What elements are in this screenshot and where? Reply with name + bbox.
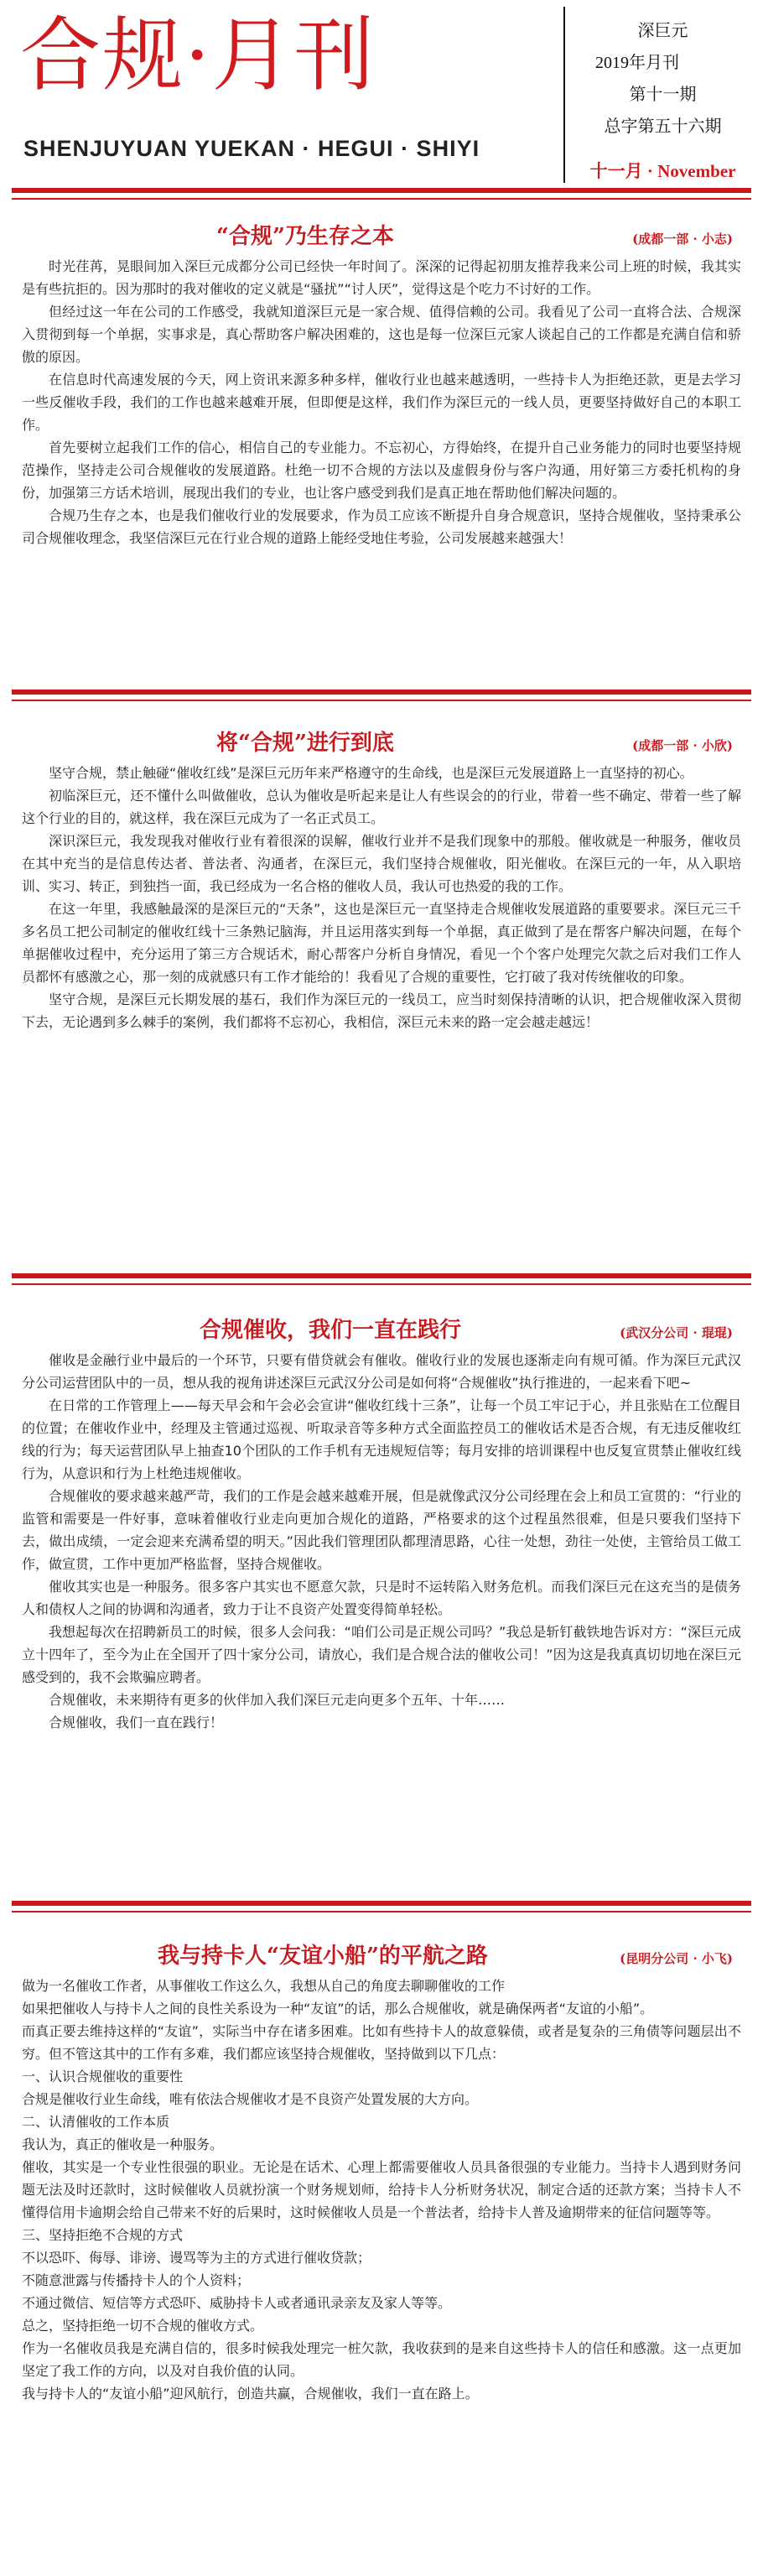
newsletter-pinyin: SHENJUYUAN YUEKAN · HEGUI · SHIYI <box>23 136 480 161</box>
article-paragraph: 如果把催收人与持卡人之间的良性关系设为一种“友谊”的话，那么合规催收，就是确保两者“友谊的小船”。 <box>22 2001 654 2017</box>
section-heading: 三、坚持拒绝不合规的方式 <box>22 2227 184 2243</box>
section-rule <box>12 1273 751 1278</box>
article-paragraph: 催收，其实是一个专业性很强的职业。无论是在话术、心理上都需要催收人员具备很强的专业能力。当持卡人遇到财务问题无法及时还款时，这时候催收人员就扮演一个财务规划师，给持卡人分析财务状况，制定合适的还款方案；当持卡人不懂得信用卡逾期会给自己带来不好的后果时，这时候催收人员是一个普法者，给持卡人普及逾期带来的征信问题等等。 <box>22 2159 741 2220</box>
article-paragraph: 合规催收，我们一直在践行！ <box>49 1715 224 1730</box>
article-1 <box>22 220 741 549</box>
article-paragraph: 首先要树立起我们工作的信心，相信自己的专业能力。不忘初心，方得始终，在提升自己业务能力的同时也要坚持规范操作，坚持走公司合规催收的发展道路。杜绝一切不合规的方法以及虚假身份与客户沟通，用好第三方委托机构的身份，加强第三方话术培训，展现出我们的专业，也让客户感受到我们是真正地在帮助他们解决问题的。 <box>22 440 741 501</box>
masthead-rule <box>12 188 751 193</box>
article-byline: (成都一部 · 小欣) <box>632 738 733 753</box>
issue-number: 第十一期 <box>629 86 697 104</box>
article-paragraph: 催收是金融行业中最后的一个环节，只要有借贷就会有催收。催收行业的发展也逐渐走向有规可循。作为深巨元武汉分公司运营团队中的一员，想从我的视角讲述深巨元武汉分公司是如何将“合规催收”执行推进的，一起来看下吧~ <box>22 1352 741 1391</box>
article-paragraph: 但经过这一年在公司的工作感受，我就知道深巨元是一家合规、值得信赖的公司。我看见了公司一直将合法、合规深入贯彻到每一个单据，实事求是，真心帮助客户解决困难的，这也是每一位深巨元家人谈起自己的工作都是充满自信和骄傲的原因。 <box>22 304 741 365</box>
article-paragraph: 而真正要去维持这样的“友谊”，实际当中存在诸多困难。比如有些持卡人的故意躲债，或者是复杂的三角债等问题层出不穷。但不管这其中的工作有多难，我们都应该坚持合规催收，坚持做到以下几点： <box>22 2023 741 2062</box>
article-paragraph: 坚守合规，是深巨元长期发展的基石，我们作为深巨元的一线员工，应当时刻保持清晰的认识，把合规催收深入贯彻下去，无论遇到多么棘手的案例，我们都将不忘初心，我相信，深巨元未来的路一定会越走越远！ <box>22 991 741 1030</box>
article-paragraph: 作为一名催收员我是充满自信的，很多时候我处理完一桩欠款，我收获到的是来自这些持卡人的信任和感激。这一点更加坚定了我工作的方向，以及对自我价值的认同。 <box>22 2340 741 2379</box>
article-3 <box>22 1314 741 1734</box>
list-item: 不随意泄露与传播持卡人的个人资料； <box>22 2272 251 2288</box>
article-paragraph: 合规催收的要求越来越严苛，我们的工作是会越来越难开展，但是就像武汉分公司经理在会上和员工宣贯的：“行业的监管和需要是一件好事，意味着催收行业走向更加合规化的道路，严格要求的这个过程虽然很难，但是只要我们坚持下去，做出成绩，一定会迎来充满希望的明天。”因此我们管理团队都理清思路，心往一处想，劲往一处使，主管给员工做工作，做宣贯，工作中更加严格监督，坚持合规催收。 <box>22 1488 741 1572</box>
article-paragraph: 做为一名催收工作者，从事催收工作这么久，我想从自己的角度去聊聊催收的工作 <box>22 1978 506 1994</box>
article-paragraph: 深识深巨元，我发现我对催收行业有着很深的误解，催收行业并不是我们现象中的那般。催收就是一种服务，催收员在其中充当的是信息传达者、普法者、沟通者，在深巨元，我们坚持合规催收，阳光催收。在深巨元的一年，从入职培训、实习、转正，到独挡一面，我已经成为一名合格的催收人员，我认可也热爱的我的工作。 <box>22 833 741 894</box>
masthead-rule-thin <box>12 198 751 200</box>
article-byline: (成都一部 · 小志) <box>632 232 733 247</box>
section-rule-thin <box>12 700 751 701</box>
section-rule <box>12 1901 751 1906</box>
article-paragraph: 初临深巨元，还不懂什么叫做催收，总认为催收是听起来是让人有些误会的的行业，带着一些不确定、带着一些了解这个行业的目的，就这样，我在深巨元成为了一名正式员工。 <box>22 788 741 826</box>
section-rule <box>12 690 751 695</box>
article-byline: (武汉分公司 · 琨琨) <box>620 1325 733 1340</box>
company-name: 深巨元 <box>637 22 688 40</box>
section-heading: 一、认识合规催收的重要性 <box>22 2069 184 2084</box>
article-title: 将“合规”进行到底 <box>216 731 394 756</box>
article-paragraph: 总之，坚持拒绝一切不合规的催收方式。 <box>22 2318 264 2334</box>
section-rule-thin <box>12 1911 751 1912</box>
article-byline: (昆明分公司 · 小飞) <box>620 1951 733 1966</box>
article-paragraph: 合规乃生存之本，也是我们催收行业的发展要求，作为员工应该不断提升自身合规意识，坚持合规催收，坚持秉承公司合规催收理念，我坚信深巨元在行业合规的道路上能经受地住考验，公司发展越来越强大！ <box>22 507 741 546</box>
article-paragraph: 催收其实也是一种服务。很多客户其实也不愿意欠款，只是时不运转陷入财务危机。而我们深巨元在这充当的是债务人和债权人之间的协调和沟通者，致力于让不良资产处置变得简单轻松。 <box>22 1579 741 1617</box>
article-paragraph: 合规是催收行业生命线，唯有依法合规催收才是不良资产处置发展的大方向。 <box>22 2091 479 2107</box>
issue-month: 十一月 · November <box>589 161 736 181</box>
section-rule-thin <box>12 1283 751 1285</box>
article-paragraph: 我想起每次在招聘新员工的时候，很多人会问我：“咱们公司是正规公司吗？”我总是斩钉截铁地告诉对方：“深巨元成立十四年了，至今为止在全国开了四十家分公司，请放心，我们是合规合法的催收公司！”因为这是我真真切切地在深巨元感受到的，我不会欺骗应聘者。 <box>22 1624 741 1685</box>
article-title: 我与持卡人“友谊小船”的平航之路 <box>158 1944 488 1969</box>
masthead <box>0 0 763 185</box>
masthead-divider <box>563 7 565 183</box>
article-paragraph: 在日常的工作管理上——每天早会和午会必会宣讲“催收红线十三条”，让每一个员工牢记于心，并且张贴在工位醒目的位置；在催收作业中，经理及主管通过巡视、听取录音等多种方式全面监控员工的催收话术是否合规，有无违反催收红线的行为；每天运营团队早上抽查10个团队的工作手机有无违规短信等；每月安排的培训课程中也反复宣贯禁止催收红线行为，从意识和行为上杜绝违规催收。 <box>22 1397 741 1481</box>
article-2 <box>22 726 741 1033</box>
newsletter-title: 合规·月刊 <box>20 8 376 102</box>
list-item: 不通过微信、短信等方式恐吓、威胁持卡人或者通讯录亲友及家人等等。 <box>22 2295 452 2311</box>
article-paragraph: 我认为，真正的催收是一种服务。 <box>22 2136 224 2152</box>
article-title: “合规”乃生存之本 <box>216 224 394 249</box>
article-paragraph: 在这一年里，我感触最深的是深巨元的“天条”，这也是深巨元一直坚持走合规催收发展道路的重要要求。深巨元三千多名员工把公司制定的催收红线十三条熟记脑海，并且运用落实到每一个单据，真正做到了是在帮客户解决问题，在每个单据催收过程中，充分运用了第三方合规话术，耐心帮客户分析自身情况，看见一个个客户处理完欠款之后对我们工作人员都怀有感激之心，那一刻的成就感只有工作才能给的！我看见了合规的重要性，它打破了我对传统催收的印象。 <box>22 901 741 985</box>
issue-info <box>577 15 749 183</box>
article-paragraph: 我与持卡人的“友谊小船”迎风航行，创造共赢，合规催收，我们一直在路上。 <box>22 2386 479 2402</box>
article-paragraph: 坚守合规，禁止触碰“催收红线”是深巨元历年来严格遵守的生命线，也是深巨元发展道路上一直坚持的初心。 <box>49 765 693 781</box>
article-paragraph: 合规催收，未来期待有更多的伙伴加入我们深巨元走向更多个五年、十年…… <box>49 1692 506 1708</box>
list-item: 不以恐吓、侮辱、诽谤、谩骂等为主的方式进行催收贷款； <box>22 2250 371 2266</box>
total-issue-number: 总字第五十六期 <box>604 117 722 136</box>
article-title: 合规催收，我们一直在践行 <box>200 1318 462 1343</box>
article-paragraph: 在信息时代高速发展的今天，网上资讯来源多种多样，催收行业也越来越透明，一些持卡人为拒绝还款，更是去学习一些反催收手段，我们的工作也越来越难开展，但即便是这样，我们作为深巨元的一线人员，更要坚持做好自己的本职工作。 <box>22 372 741 433</box>
publication-year: 2019年月刊 <box>595 54 679 72</box>
article-4 <box>22 1939 741 2405</box>
article-paragraph: 时光荏苒，晃眼间加入深巨元成都分公司已经快一年时间了。深深的记得起初朋友推荐我来公司上班的时候，我其实是有些抗拒的。因为那时的我对催收的定义就是“骚扰”“讨人厌”，觉得这是个吃力不讨好的工作。 <box>22 258 741 297</box>
section-heading: 二、认清催收的工作本质 <box>22 2114 170 2130</box>
